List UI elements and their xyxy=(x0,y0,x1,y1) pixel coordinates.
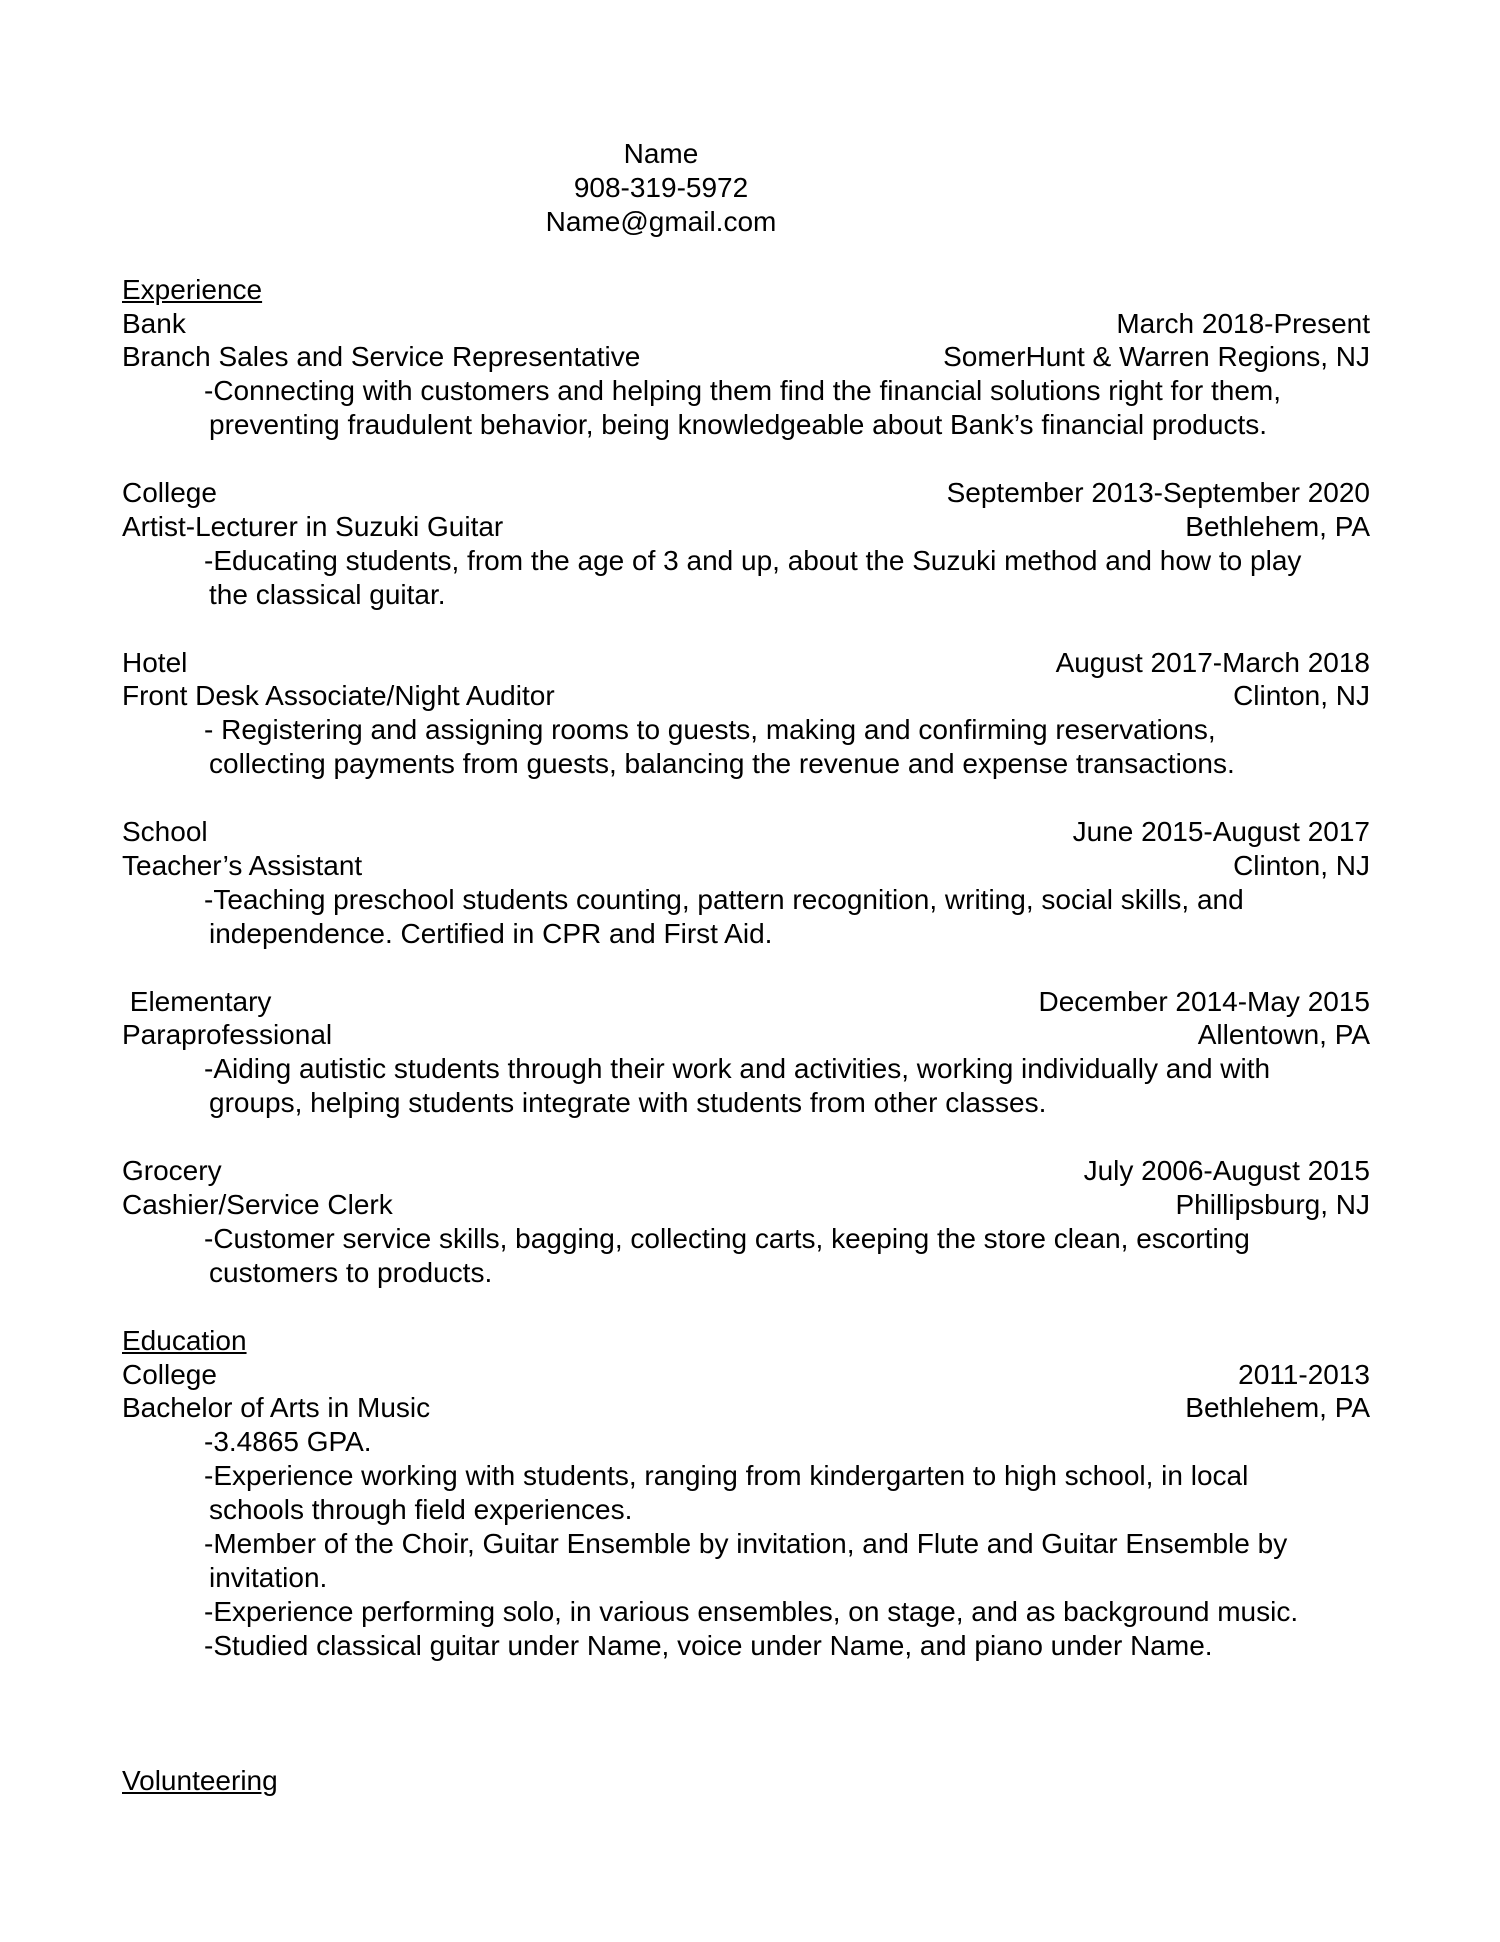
entry-bullets xyxy=(204,883,1370,951)
entry-title-row xyxy=(122,510,1370,544)
entry-location: Allentown, PA xyxy=(1197,1019,1370,1051)
bullet-line: - Registering and assigning rooms to guests, making and confirming reservations, xyxy=(204,714,1216,746)
heading-volunteering: Volunteering xyxy=(122,1765,278,1797)
bullet-line: -Customer service skills, bagging, collecting carts, keeping the store clean, escorting xyxy=(204,1222,1250,1254)
contact-phone: 908-319-5972 xyxy=(573,171,749,203)
entry-title-row xyxy=(122,849,1370,883)
entry-bullets xyxy=(204,1425,1370,1662)
section-education xyxy=(122,1324,1370,1663)
entry-title: Branch Sales and Service Representative xyxy=(122,341,641,373)
entry-location: Bethlehem, PA xyxy=(1185,1392,1370,1424)
entry-bullets xyxy=(204,1052,1370,1120)
entry-org-row xyxy=(122,307,1370,341)
entry-org: Bank xyxy=(122,307,186,339)
entry-bullets xyxy=(204,544,1370,612)
section-experience xyxy=(122,273,1370,1290)
bullet-line: -Experience working with students, ranging from kindergarten to high school, in local xyxy=(204,1460,1249,1492)
bullet-line: invitation. xyxy=(209,1561,328,1593)
entry-dates: March 2018-Present xyxy=(1116,307,1370,339)
bullet-line: -Teaching preschool students counting, pattern recognition, writing, social skills, and xyxy=(204,883,1244,915)
entry-bullets xyxy=(204,713,1370,781)
entry-org: Grocery xyxy=(122,1155,222,1187)
entry-org-row xyxy=(122,815,1370,849)
entry-title: Paraprofessional xyxy=(122,1019,333,1051)
entry-title: Cashier/Service Clerk xyxy=(122,1189,393,1220)
entry-title: Bachelor of Arts in Music xyxy=(122,1392,431,1424)
entry-org-row xyxy=(122,1154,1370,1188)
bullet-line: -Studied classical guitar under Name, voice under Name, and piano under Name. xyxy=(204,1629,1213,1661)
entry-org: School xyxy=(122,816,208,848)
entry-dates: July 2006-August 2015 xyxy=(1083,1155,1370,1187)
bullet-line: independence. Certified in CPR and First Aid. xyxy=(209,917,773,949)
experience-entry-bank xyxy=(122,307,1370,443)
entry-title-row xyxy=(122,340,1370,374)
bullet-line: collecting payments from guests, balancing the revenue and expense transactions. xyxy=(209,748,1235,780)
entry-title-row xyxy=(122,1188,1370,1222)
bullet-line: -Educating students, from the age of 3 and up, about the Suzuki method and how to play xyxy=(204,544,1302,576)
entry-dates: August 2017-March 2018 xyxy=(1055,646,1370,678)
heading-education: Education xyxy=(122,1324,247,1356)
entry-dates: September 2013-September 2020 xyxy=(946,477,1370,509)
entry-title-row xyxy=(122,1391,1370,1425)
experience-entry-elementary xyxy=(122,985,1370,1121)
entry-location: Clinton, NJ xyxy=(1233,849,1370,881)
entry-bullets xyxy=(204,374,1370,442)
bullet-line: the classical guitar. xyxy=(209,578,446,610)
experience-entry-grocery xyxy=(122,1154,1370,1290)
bullet-line: schools through field experiences. xyxy=(209,1494,633,1526)
bullet-line: -Aiding autistic students through their work and activities, working individually and with xyxy=(204,1053,1271,1085)
entry-bullets xyxy=(204,1222,1370,1290)
bullet-line: -Experience performing solo, in various ensembles, on stage, and as background music. xyxy=(204,1595,1299,1627)
entry-location: Bethlehem, PA xyxy=(1185,510,1370,542)
bullet-line: customers to products. xyxy=(209,1256,493,1288)
entry-org-row xyxy=(122,1358,1370,1392)
entry-org: Hotel xyxy=(122,646,188,678)
heading-experience: Experience xyxy=(122,273,263,305)
entry-location: Phillipsburg, NJ xyxy=(1175,1189,1370,1220)
experience-entry-school xyxy=(122,815,1370,951)
entry-org: Elementary xyxy=(122,985,272,1017)
entry-dates: June 2015-August 2017 xyxy=(1072,816,1370,848)
bullet-line: -3.4865 GPA. xyxy=(204,1426,372,1458)
contact-header xyxy=(122,137,1200,239)
bullet-line: -Member of the Choir, Guitar Ensemble by invitation, and Flute and Guitar Ensemble by xyxy=(204,1528,1288,1560)
experience-entry-hotel xyxy=(122,646,1370,782)
entry-location: SomerHunt & Warren Regions, NJ xyxy=(943,341,1370,373)
entry-title: Teacher’s Assistant xyxy=(122,849,363,881)
entry-title-row xyxy=(122,1018,1370,1052)
entry-title: Front Desk Associate/Night Auditor xyxy=(122,680,555,712)
entry-org-row xyxy=(122,985,1370,1019)
section-volunteering xyxy=(122,1764,1370,1798)
entry-location: Clinton, NJ xyxy=(1233,680,1370,712)
bullet-line: -Connecting with customers and helping them find the financial solutions right for them, xyxy=(204,375,1282,407)
entry-org: College xyxy=(122,1358,217,1390)
education-entry-college xyxy=(122,1358,1370,1663)
bullet-line: preventing fraudulent behavior, being knowledgeable about Bank’s financial products. xyxy=(209,409,1267,441)
entry-dates: December 2014-May 2015 xyxy=(1038,985,1370,1017)
entry-title-row xyxy=(122,679,1370,713)
entry-org-row xyxy=(122,476,1370,510)
contact-email: Name@gmail.com xyxy=(545,205,777,237)
experience-entry-college xyxy=(122,476,1370,612)
entry-org: College xyxy=(122,477,217,509)
contact-name: Name xyxy=(623,138,699,169)
bullet-line: groups, helping students integrate with students from other classes. xyxy=(209,1087,1047,1119)
entry-org-row xyxy=(122,646,1370,680)
entry-dates: 2011-2013 xyxy=(1238,1358,1370,1390)
entry-title: Artist-Lecturer in Suzuki Guitar xyxy=(122,510,504,542)
